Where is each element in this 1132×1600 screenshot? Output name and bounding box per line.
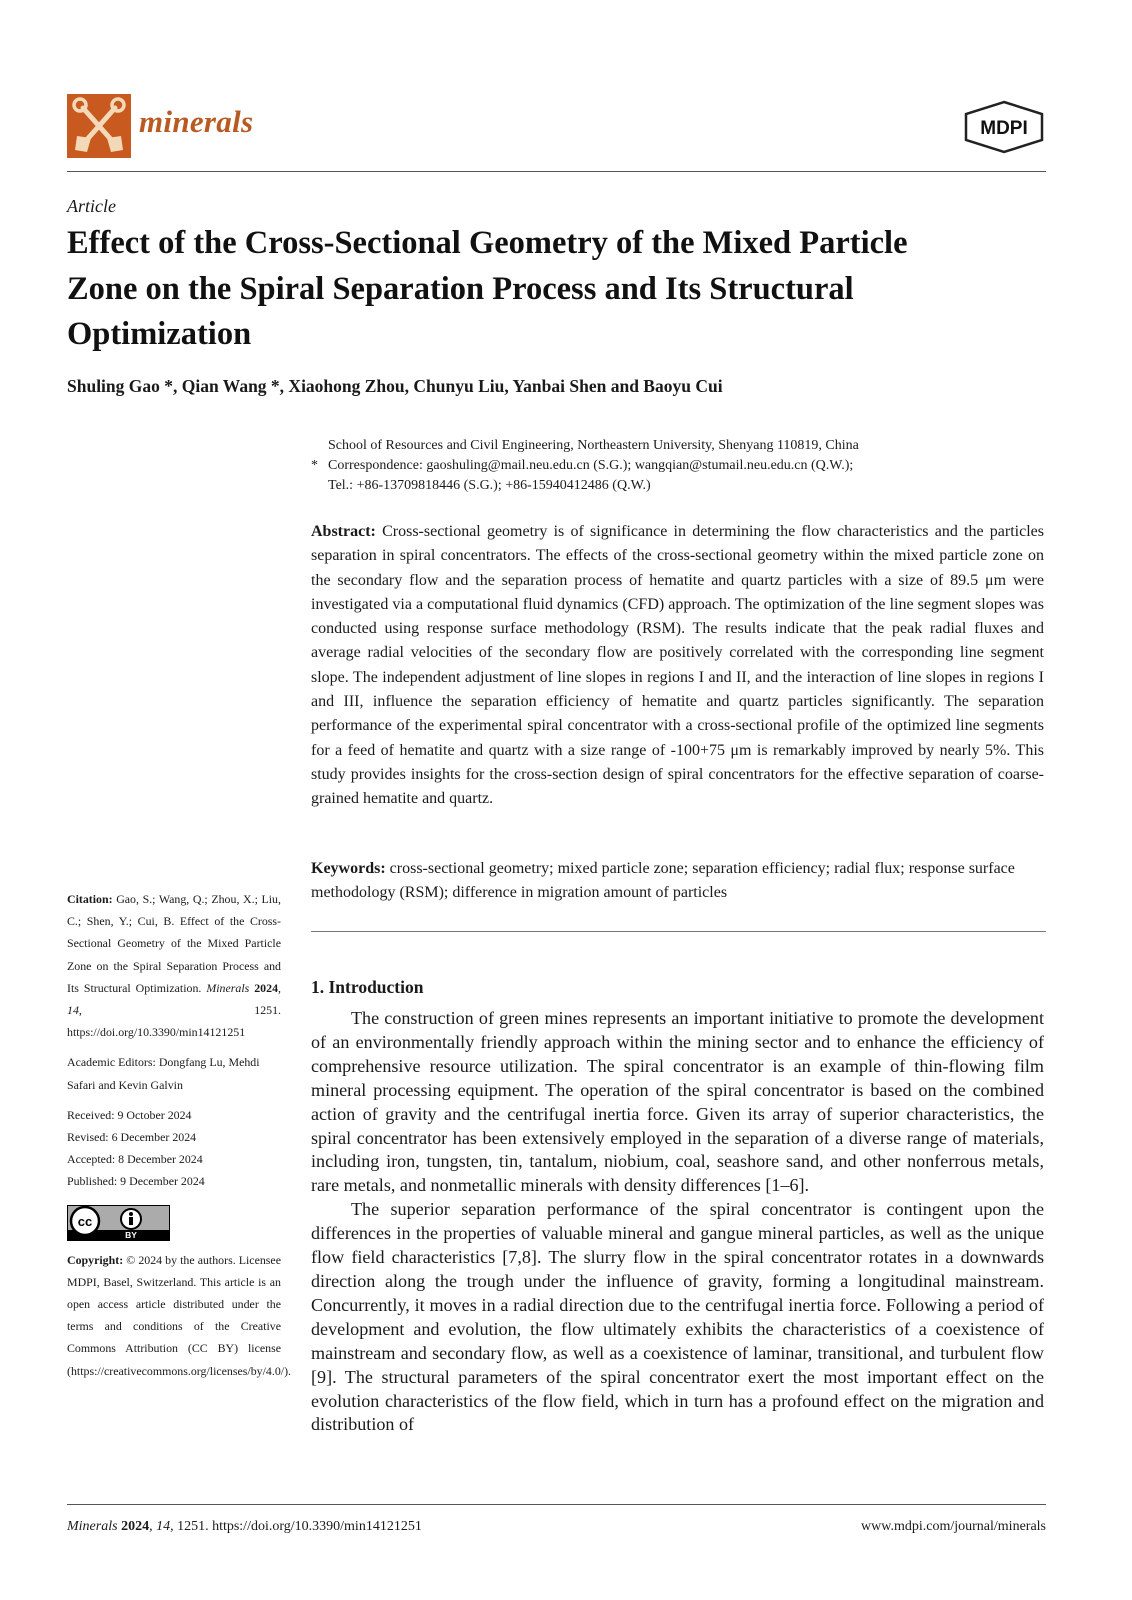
copyright-label: Copyright:: [67, 1252, 124, 1267]
editors-label: Academic Editors:: [67, 1055, 156, 1070]
citation-label: Citation:: [67, 892, 113, 906]
correspondence-marker: *: [311, 458, 318, 473]
citation-doi: , 1251. https://doi.org/10.3390/min14121251: [67, 1003, 281, 1040]
keywords: [311, 857, 1044, 906]
abstract-text: Cross-sectional geometry is of significance in determining the flow characteristics and the particles separation in spiral concentrators. The effects of the cross-sectional geometry within the mixed particle zone on the secondary flow and the separation process of hematite and quartz particles with a size of 89.5 μm were investigated via a computational fluid dynamics (CFD) approach. The optimization of the line segment slopes was conducted using response surface methodology (RSM). The results indicate that the peak radial fluxes and average radial velocities of the secondary flow are positively correlated with the corresponding line segment slope. The independent adjustment of line slopes in regions I and II, and the interaction of line slopes in regions I and III, influence the separation efficiency of hematite and quartz particles significantly. The separation performance of the experimental spiral concentrator with a cross-sectional profile of the optimized line segments for a feed of hematite and quartz with a size range of -100+75 μm is remarkably improved by nearly 5%. This study provides insights for the cross-section design of spiral concentrators for the effective separation of coarse-grained hematite and quartz.: [311, 523, 1045, 808]
date-published: Published: 9 December 2024: [67, 1174, 205, 1189]
footer-journal: Minerals: [67, 1519, 118, 1534]
affiliation-block: [311, 436, 1046, 496]
telephone: Tel.: +86-13709818446 (S.G.); +86-15940412486 (Q.W.): [328, 478, 651, 493]
by-label: BY: [125, 1229, 137, 1240]
paragraph: The superior separation performance of the spiral concentrator is contingent upon the differences in the properties of valuable mineral and gangue mineral particles, as well as the unique flow field characteristics [7,8]. The slurry flow in the spiral concentrator rotates in a downwards direction along the trough under the influence of gravity, forming a longitudinal mainstream. Concurrently, it moves in a radial direction due to the centrifugal inertia force. Following a period of development and evolution, the flow ultimately exhibits the characteristics of a coexistence of mainstream and secondary flow, as well as a coexistence of laminar, transitional, and turbulent flow [9]. The structural parameters of the spiral concentrator exert the most important effect on the evolution characteristics of the flow field, which in turn has a profound effect on the migration and distribution of: [311, 1199, 1044, 1435]
date-accepted: Accepted: 8 December 2024: [67, 1152, 203, 1167]
author-list: Shuling Gao *, Qian Wang *, Xiaohong Zhou, Chunyu Liu, Yanbai Shen and Baoyu Cui: [67, 376, 723, 396]
abstract: [311, 520, 1044, 812]
cc-by-license-badge[interactable]: [67, 1205, 170, 1241]
correspondence: Correspondence: gaoshuling@mail.neu.edu.cn (S.G.); wangqian@stumail.neu.edu.cn (Q.W.);: [328, 458, 854, 473]
copyright: [67, 1249, 292, 1382]
footer-year: 2024: [121, 1519, 150, 1534]
editors-names: Dongfang Lu, Mehdi Safari and Kevin Galvin: [67, 1055, 260, 1092]
paragraph: The construction of green mines represents an important initiative to promote the development of an environmentally friendly approach within the mining sector and to enhance the efficiency of comprehensive resource utilization. The spiral concentrator is an example of thin-flowing film mineral processing equipment. The operation of the spiral concentrator is based on the combined action of gravity and the centrifugal inertia force. Given its array of superior characteristics, the spiral concentrator has been extensively employed in the separation of a diverse range of materials, including iron, tungsten, tin, tantalum, niobium, coal, seashore sand, and other nonferrous metals, rare metals, and nonmetallic minerals with density differences [1–6].: [311, 1008, 1044, 1196]
journal-logo-icon: [67, 94, 131, 158]
keywords-label: Keywords:: [311, 860, 386, 877]
footer-divider: [67, 1504, 1046, 1505]
citation-year: 2024: [254, 980, 279, 995]
sidebar: [67, 888, 292, 1390]
affiliation: School of Resources and Civil Engineering, Northeastern University, Shenyang 110819, China: [328, 438, 859, 453]
abstract-label: Abstract:: [311, 523, 376, 540]
mdpi-logo-text: MDPI: [980, 118, 1028, 139]
date-revised: Revised: 6 December 2024: [67, 1130, 197, 1145]
footer-journal-url[interactable]: www.mdpi.com/journal/minerals: [861, 1519, 1046, 1534]
copyright-text: © 2024 by the authors. Licensee MDPI, Basel, Switzerland. This article is an open access article distributed under the terms and conditions of the Creative Commons Attribution (CC BY) license (https://creativecommons.org/licenses/by/4.0/).: [67, 1252, 292, 1378]
introduction-body: [311, 1007, 1044, 1437]
keywords-text: cross-sectional geometry; mixed particle zone; separation efficiency; radial flux; response surface methodology (RSM); difference in migration amount of particles: [311, 860, 1015, 902]
header-divider: [67, 171, 1046, 172]
footer-citation: Minerals 2024, 14, 1251. https://doi.org/10.3390/min14121251: [67, 1519, 422, 1534]
cc-icon-text: cc: [77, 1213, 93, 1229]
section-divider: [311, 931, 1046, 932]
footer-doi: , 1251. https://doi.org/10.3390/min14121251: [170, 1519, 422, 1534]
journal-name: minerals: [139, 104, 254, 139]
citation-journal: Minerals: [206, 980, 250, 995]
article-title: Effect of the Cross-Sectional Geometry of the Mixed Particle Zone on the Spiral Separation Process and Its Structural Optimization: [67, 225, 908, 352]
crossed-shovels-icon: [67, 94, 131, 158]
citation-volume: 14: [67, 1003, 79, 1018]
mdpi-logo: [962, 100, 1046, 154]
footer-volume: 14: [156, 1519, 171, 1534]
section-heading-introduction: 1. Introduction: [311, 977, 424, 997]
date-received: Received: 9 October 2024: [67, 1107, 192, 1122]
article-type: Article: [67, 196, 116, 216]
academic-editors: [67, 1051, 281, 1095]
citation: Citation: Gao, S.; Wang, Q.; Zhou, X.; Liu, C.; Shen, Y.; Cui, B. Effect of the Cross-Sectional Geometry of the Mixed Particle Zone on the Spiral Separation Process and Its Structural Optimization. Minerals 2024, 14, 1251. https://doi.org/10.3390/min14121251: [67, 892, 281, 1040]
citation-text: Gao, S.; Wang, Q.; Zhou, X.; Liu, C.; Shen, Y.; Cui, B. Effect of the Cross-Sectional Geometry of the Mixed Particle Zone on the Spiral Separation Process and Its Structural Optimization.: [67, 892, 281, 995]
mdpi-hexagon-icon: [962, 100, 1046, 154]
